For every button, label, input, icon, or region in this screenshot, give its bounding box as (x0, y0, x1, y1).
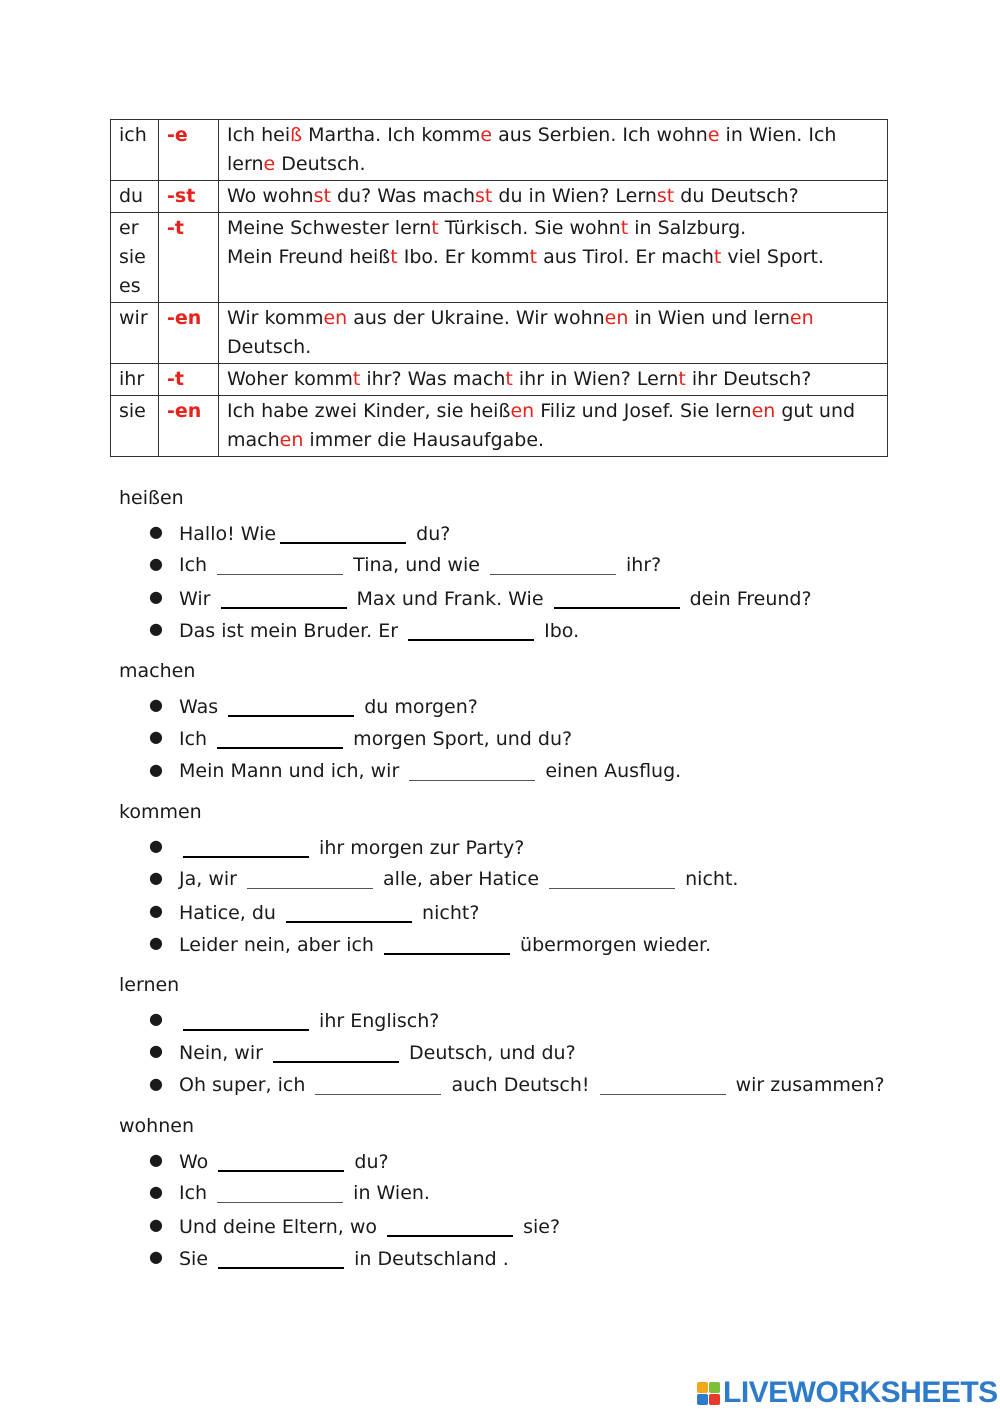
exercise-section (119, 1112, 919, 1273)
example-line: Deutsch. (227, 336, 312, 358)
pronoun-cell (111, 396, 159, 457)
answer-blank[interactable] (384, 931, 510, 955)
answer-blank[interactable] (218, 1245, 344, 1269)
example-line: Mein Freund heißt Ibo. Er kommt aus Tirol. Er macht viel Sport. (227, 246, 824, 268)
list-item: ● Wir Max und Frank. Wie dein Freund? (119, 581, 919, 613)
example-line: lerne Deutsch. (227, 153, 366, 175)
pronoun: sie (119, 400, 146, 422)
answer-blank[interactable] (221, 585, 347, 609)
bullet-icon: ● (149, 695, 163, 714)
example-line: Ich habe zwei Kinder, sie heißen Filiz und Josef. Sie lernen gut und (227, 400, 856, 422)
ending-highlight: en (751, 400, 776, 422)
bullet-icon: ● (149, 1041, 163, 1061)
ending-highlight: e (263, 153, 276, 175)
verb-heading: lernen (119, 974, 180, 996)
ending-highlight: en (323, 307, 348, 329)
example-cell (219, 303, 888, 364)
bullet-icon: ● (149, 1214, 163, 1234)
list-item: ● Hallo! Wie du? (119, 516, 919, 548)
pronoun: sie (119, 246, 146, 268)
bullet-icon: ● (149, 1150, 163, 1169)
logo-badge-icon (697, 1382, 720, 1405)
bullet-icon: ● (149, 1246, 163, 1266)
verb-heading: heißen (119, 487, 184, 509)
ending-highlight: t (431, 217, 439, 239)
answer-blank[interactable] (315, 1072, 441, 1095)
bullet-icon: ● (149, 836, 163, 855)
pronoun-cell (111, 303, 159, 364)
list-item: ● Ich in Wien. (119, 1176, 919, 1208)
list-item: ● Leider nein, aber ich übermorgen wieder. (119, 927, 919, 959)
exercise-list (119, 1144, 919, 1273)
ending-highlight: st (475, 185, 493, 207)
conjugation-table (110, 119, 888, 457)
bullet-icon: ● (149, 900, 163, 920)
list-item: ● Wo du? (119, 1144, 919, 1176)
ending-highlight: t (529, 246, 538, 268)
answer-blank[interactable] (183, 834, 309, 858)
ending-highlight: e (707, 124, 720, 146)
pronoun: wir (119, 307, 148, 329)
answer-blank[interactable] (387, 1213, 513, 1237)
exercise-section (119, 798, 919, 959)
answer-blank[interactable] (247, 866, 373, 889)
pronoun: ihr (119, 368, 145, 390)
ending-highlight: e (480, 124, 493, 146)
verb-heading: machen (119, 660, 196, 682)
ending-highlight: st (313, 185, 331, 207)
list-item: ● Nein, wir Deutsch, und du? (119, 1035, 919, 1067)
example-cell (219, 213, 888, 303)
ending-highlight: t (678, 368, 686, 390)
exercise-list (119, 689, 919, 786)
example-cell (219, 120, 888, 181)
ending-cell: -en (159, 303, 219, 364)
ending-cell: -st (159, 181, 219, 213)
ending-cell: -t (159, 213, 219, 303)
list-item: ● Hatice, du nicht? (119, 895, 919, 927)
ending-highlight: t (390, 246, 398, 268)
answer-blank[interactable] (490, 552, 616, 575)
bullet-icon: ● (149, 932, 163, 952)
pronoun-cell (111, 181, 159, 213)
bullet-icon: ● (149, 868, 163, 888)
list-item: ● ihr Englisch? (119, 1003, 919, 1035)
answer-blank[interactable] (217, 552, 343, 575)
example-cell (219, 181, 888, 213)
answer-blank[interactable] (600, 1072, 726, 1095)
example-line: Wir kommen aus der Ukraine. Wir wohnen in Wien und lernen (227, 307, 814, 329)
exercise-list (119, 1003, 919, 1100)
answer-blank[interactable] (218, 1148, 344, 1172)
answer-blank[interactable] (409, 758, 535, 781)
table-row (111, 396, 888, 457)
table-row (111, 213, 888, 303)
list-item: ● Oh super, ich auch Deutsch! wir zusammen? (119, 1068, 919, 1100)
example-cell (219, 396, 888, 457)
pronoun: er (119, 217, 139, 239)
answer-blank[interactable] (217, 725, 343, 749)
table-row (111, 181, 888, 213)
answer-blank[interactable] (408, 617, 534, 641)
bullet-icon: ● (149, 727, 163, 747)
pronoun: du (119, 185, 144, 207)
exercise-section (119, 484, 919, 645)
list-item: ● Ja, wir alle, aber Hatice nicht. (119, 862, 919, 894)
bullet-icon: ● (149, 759, 163, 779)
ending-highlight: en (789, 307, 814, 329)
verb-heading: kommen (119, 801, 202, 823)
bullet-icon: ● (149, 554, 163, 574)
ending-highlight: t (620, 217, 629, 239)
pronoun-cell (111, 213, 159, 303)
exercise-section (119, 657, 919, 786)
exercise-list (119, 516, 919, 645)
list-item: ● Sie in Deutschland . (119, 1241, 919, 1273)
pronoun: es (119, 275, 141, 297)
list-item: ● Ich Tina, und wie ihr? (119, 548, 919, 580)
example-line: machen immer die Hausaufgabe. (227, 429, 545, 451)
exercise-section (119, 971, 919, 1100)
ending-highlight: t (352, 368, 361, 390)
list-item: ● Das ist mein Bruder. Er Ibo. (119, 613, 919, 645)
answer-blank[interactable] (273, 1039, 399, 1063)
list-item: ● Und deine Eltern, wo sie? (119, 1209, 919, 1241)
ending-highlight: ß (290, 124, 303, 146)
logo-text: LIVEWORKSHEETS (723, 1376, 998, 1409)
ending-cell: -en (159, 396, 219, 457)
answer-blank[interactable] (183, 1007, 309, 1031)
table-row (111, 303, 888, 364)
table-row (111, 120, 888, 181)
example-line: Woher kommt ihr? Was macht ihr in Wien? Lernt ihr Deutsch? (227, 368, 812, 390)
verb-heading: wohnen (119, 1115, 194, 1137)
example-line: Meine Schwester lernt Türkisch. Sie wohnt in Salzburg. (227, 217, 747, 239)
answer-blank[interactable] (228, 693, 354, 717)
ending-cell: -e (159, 120, 219, 181)
pronoun: ich (119, 124, 147, 146)
ending-highlight: en (279, 429, 304, 451)
example-cell (219, 364, 888, 396)
ending-highlight: en (604, 307, 629, 329)
answer-blank[interactable] (280, 520, 406, 544)
exercise-list (119, 830, 919, 959)
list-item: ● Ich morgen Sport, und du? (119, 721, 919, 753)
pronoun-cell (111, 364, 159, 396)
bullet-icon: ● (149, 618, 163, 638)
answer-blank[interactable] (286, 899, 412, 923)
answer-blank[interactable] (549, 866, 675, 889)
ending-highlight: t (713, 246, 722, 268)
ending-cell: -t (159, 364, 219, 396)
pronoun-cell (111, 120, 159, 181)
example-line: Wo wohnst du? Was machst du in Wien? Lernst du Deutsch? (227, 185, 799, 207)
bullet-icon: ● (149, 1182, 163, 1202)
bullet-icon: ● (149, 586, 163, 606)
list-item: ● ihr morgen zur Party? (119, 830, 919, 862)
table-row (111, 364, 888, 396)
bullet-icon: ● (149, 1009, 163, 1028)
list-item: ● Was du morgen? (119, 689, 919, 721)
answer-blank[interactable] (554, 585, 680, 609)
liveworksheets-logo (697, 1378, 998, 1408)
bullet-icon: ● (149, 1073, 163, 1093)
list-item: ● Mein Mann und ich, wir einen Ausflug. (119, 754, 919, 786)
bullet-icon: ● (149, 522, 163, 541)
ending-highlight: t (505, 368, 513, 390)
ending-highlight: st (656, 185, 675, 207)
answer-blank[interactable] (217, 1180, 343, 1203)
ending-highlight: en (510, 400, 535, 422)
example-line: Ich heiß Martha. Ich komme aus Serbien. Ich wohne in Wien. Ich (227, 124, 837, 146)
